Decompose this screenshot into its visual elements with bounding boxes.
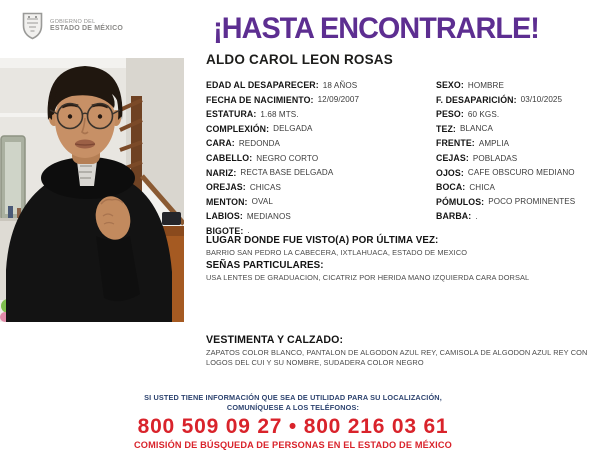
field-value: 60 KGS. xyxy=(467,109,500,119)
field-value: REDONDA xyxy=(238,138,281,148)
field-value: 18 AÑOS xyxy=(322,80,358,90)
field-value: HOMBRE xyxy=(467,80,504,90)
field-row-pomulos xyxy=(436,194,598,209)
field-value: . xyxy=(247,226,250,236)
field-row-sexo xyxy=(436,78,598,93)
section-distinguishing-marks xyxy=(206,260,594,283)
field-value: BLANCA xyxy=(459,124,493,134)
contact-footer xyxy=(2,393,584,450)
field-row-tez xyxy=(436,122,598,137)
contact-instructions-line1: SI USTED TIENE INFORMACIÓN QUE SEA DE UTILIDAD PARA SU LOCALIZACIÓN, xyxy=(144,393,442,402)
distinguishing-marks-text: USA LENTES DE GRADUACION, CICATRIZ POR HERIDA MANO IZQUIERDA CARA DORSAL xyxy=(206,273,530,282)
poster-title: ¡HASTA ENCONTRARLE! xyxy=(213,12,539,45)
field-label: OREJAS: xyxy=(206,182,246,193)
field-label: FECHA DE NACIMIENTO: xyxy=(206,94,314,105)
field-label: OJOS: xyxy=(436,167,464,178)
field-value: CHICAS xyxy=(249,182,281,192)
state-shield-icon xyxy=(21,12,44,40)
clothing-text: ZAPATOS COLOR BLANCO, PANTALON DE ALGODON AZUL REY, CAMISOLA DE ALGODON AZUL REY CON LOGOS DEL CUI Y SU NOMBRE, SUDADERA COLOR NEGRO xyxy=(206,348,588,367)
field-value: MEDIANOS xyxy=(246,211,291,221)
field-label: BIGOTE: xyxy=(206,225,244,236)
field-row-labios xyxy=(206,209,434,224)
field-value: NEGRO CORTO xyxy=(256,153,319,163)
field-row-complexion xyxy=(206,122,434,137)
field-row-orejas xyxy=(206,180,434,195)
field-row-cejas xyxy=(436,151,598,166)
logo-org-line1: GOBIERNO DEL xyxy=(50,18,96,25)
field-row-barba xyxy=(436,209,598,224)
logo-org-line2: ESTADO DE MÉXICO xyxy=(50,25,124,33)
field-value: 1.68 MTS. xyxy=(260,109,299,119)
government-logo-text xyxy=(50,19,123,33)
field-label: MENTON: xyxy=(206,196,248,207)
field-label: EDAD AL DESAPARECER: xyxy=(206,80,319,91)
field-value: AMPLIA xyxy=(478,138,510,148)
fields-column-right xyxy=(436,78,598,223)
clothing-heading: VESTIMENTA Y CALZADO: xyxy=(206,334,344,346)
field-label: PÓMULOS: xyxy=(436,196,485,207)
field-label: PESO: xyxy=(436,109,464,120)
field-row-peso xyxy=(436,107,598,122)
field-value: CHICA xyxy=(469,182,496,192)
section-clothing xyxy=(206,334,596,368)
field-label: CEJAS: xyxy=(436,153,469,163)
field-label: F. DESAPARICIÓN: xyxy=(436,94,517,105)
last-seen-heading: LUGAR DONDE FUE VISTO(A) POR ÚLTIMA VEZ: xyxy=(206,235,439,246)
field-value: CAFE OBSCURO MEDIANO xyxy=(467,168,575,178)
field-row-boca xyxy=(436,180,598,195)
field-label: BARBA: xyxy=(436,211,472,222)
field-value: POCO PROMINENTES xyxy=(488,197,576,207)
field-row-fecha-nacimiento xyxy=(206,93,434,108)
field-value: 03/10/2025 xyxy=(520,95,563,105)
field-row-ojos xyxy=(436,165,598,180)
field-row-menton xyxy=(206,194,434,209)
missing-person-photo xyxy=(0,58,184,322)
fields-column-left xyxy=(206,78,434,238)
field-row-nariz xyxy=(206,165,434,180)
field-label: COMPLEXIÓN: xyxy=(206,123,270,134)
field-row-cabello xyxy=(206,151,434,166)
section-last-seen xyxy=(206,235,594,258)
missing-person-name: ALDO CAROL LEON ROSAS xyxy=(206,52,393,67)
field-label: BOCA: xyxy=(436,182,466,193)
contact-instructions-line2: COMUNÍQUESE A LOS TELÉFONOS: xyxy=(226,403,360,413)
last-seen-text: BARRIO SAN PEDRO LA CABECERA, IXTLAHUACA, ESTADO DE MEXICO xyxy=(206,248,468,257)
contact-phone-numbers: 800 509 09 27 • 800 216 03 61 xyxy=(137,415,449,439)
field-label: SEXO: xyxy=(436,80,464,91)
field-label: NARIZ: xyxy=(206,167,237,178)
field-value: RECTA BASE DELGADA xyxy=(240,168,334,178)
field-row-edad xyxy=(206,78,434,93)
field-label: ESTATURA: xyxy=(206,109,257,120)
field-value: DELGADA xyxy=(273,124,313,134)
field-label: CARA: xyxy=(206,138,235,149)
field-value: 12/09/2007 xyxy=(317,95,360,105)
government-logo xyxy=(21,12,123,40)
field-label: LABIOS: xyxy=(206,211,243,222)
distinguishing-marks-heading: SEÑAS PARTICULARES: xyxy=(206,260,324,271)
field-value: POBLADAS xyxy=(472,153,518,163)
field-value: OVAL xyxy=(251,197,273,207)
field-row-frente xyxy=(436,136,598,151)
field-label: CABELLO: xyxy=(206,153,253,163)
field-row-f-desaparicion xyxy=(436,93,598,108)
field-row-cara xyxy=(206,136,434,151)
search-commission-name: COMISIÓN DE BÚSQUEDA DE PERSONAS EN EL ESTADO DE MÉXICO xyxy=(134,440,452,450)
field-label: TEZ: xyxy=(436,123,456,134)
field-value: . xyxy=(475,211,478,221)
field-label: FRENTE: xyxy=(436,138,475,149)
field-row-estatura xyxy=(206,107,434,122)
